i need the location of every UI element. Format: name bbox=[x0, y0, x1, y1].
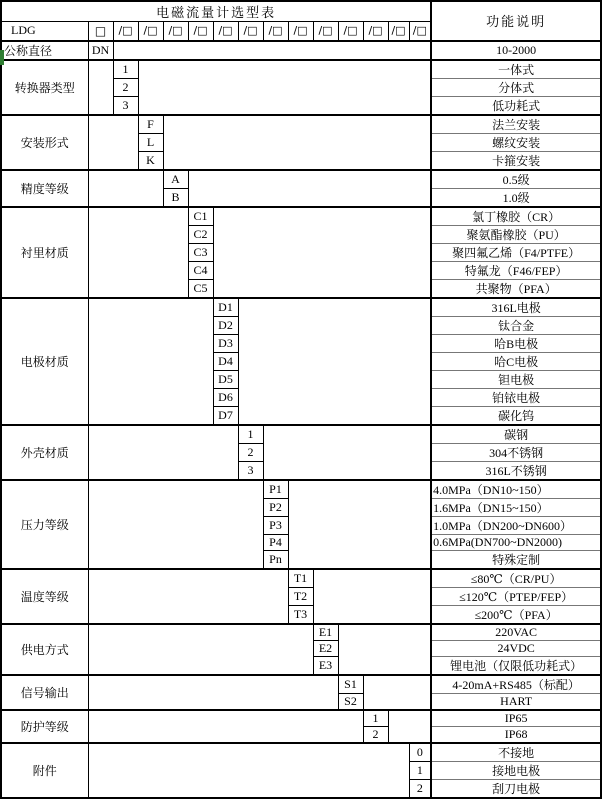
function-shell-material-2: 316L不锈钢 bbox=[431, 461, 601, 480]
spacer-before-power-supply bbox=[88, 624, 313, 675]
category-pressure-grade: 压力等级 bbox=[1, 480, 88, 569]
function-electrode-material-6: 碳化钨 bbox=[431, 406, 601, 425]
spacer-before-lining-material bbox=[88, 207, 188, 298]
category-electrode-material: 电极材质 bbox=[1, 298, 88, 425]
function-installation-form-2: 卡箍安装 bbox=[431, 151, 601, 170]
function-shell-material-0: 碳钢 bbox=[431, 425, 601, 444]
code-electrode-material-D3: D3 bbox=[213, 334, 238, 352]
spacer-after-power-supply bbox=[338, 624, 431, 675]
function-pressure-grade-2: 1.0MPa（DN200~DN600） bbox=[431, 516, 601, 534]
function-electrode-material-3: 哈C电极 bbox=[431, 352, 601, 370]
function-accessories-1: 接地电极 bbox=[431, 761, 601, 779]
function-electrode-material-1: 钛合金 bbox=[431, 316, 601, 334]
spacer-before-electrode-material bbox=[88, 298, 213, 425]
code-electrode-material-D1: D1 bbox=[213, 298, 238, 317]
spec-code-box-12: /□ bbox=[388, 22, 409, 41]
code-shell-material-3: 3 bbox=[238, 461, 263, 480]
spacer-before-accessories bbox=[88, 743, 409, 798]
code-accessories-2: 2 bbox=[409, 779, 431, 798]
function-column-header: 功能说明 bbox=[431, 1, 601, 41]
code-accuracy-grade-B: B bbox=[163, 188, 188, 207]
model-prefix-label: LDG bbox=[1, 22, 88, 41]
category-accessories: 附件 bbox=[1, 743, 88, 798]
function-converter-type-2: 低功耗式 bbox=[431, 96, 601, 115]
spec-code-box-1: /□ bbox=[113, 22, 138, 41]
code-pressure-grade-P3: P3 bbox=[263, 516, 288, 534]
code-temperature-grade-T1: T1 bbox=[288, 569, 313, 588]
function-lining-material-1: 聚氨酯橡胶（PU） bbox=[431, 225, 601, 243]
spacer-before-accuracy-grade bbox=[88, 170, 163, 207]
code-power-supply-E2: E2 bbox=[313, 640, 338, 656]
spec-code-box-9: /□ bbox=[313, 22, 338, 41]
code-accuracy-grade-A: A bbox=[163, 170, 188, 189]
spacer-after-electrode-material bbox=[238, 298, 431, 425]
code-pressure-grade-P4: P4 bbox=[263, 534, 288, 550]
code-pressure-grade-P1: P1 bbox=[263, 480, 288, 499]
function-electrode-material-2: 哈B电极 bbox=[431, 334, 601, 352]
spacer-after-accuracy-grade bbox=[188, 170, 431, 207]
category-power-supply: 供电方式 bbox=[1, 624, 88, 675]
category-converter-type: 转换器类型 bbox=[1, 60, 88, 115]
code-installation-form-K: K bbox=[138, 151, 163, 170]
function-accuracy-grade-1: 1.0级 bbox=[431, 188, 601, 207]
category-installation-form: 安装形式 bbox=[1, 115, 88, 170]
function-nominal-diameter-0: 10-2000 bbox=[431, 41, 601, 60]
function-accessories-0: 不接地 bbox=[431, 743, 601, 762]
spec-code-box-10: /□ bbox=[338, 22, 363, 41]
code-lining-material-C1: C1 bbox=[188, 207, 213, 226]
spec-code-box-8: /□ bbox=[288, 22, 313, 41]
spec-code-box-7: /□ bbox=[263, 22, 288, 41]
function-temperature-grade-2: ≤200℃（PFA） bbox=[431, 605, 601, 624]
function-converter-type-0: 一体式 bbox=[431, 60, 601, 79]
model-code-box: □ bbox=[88, 22, 113, 41]
code-nominal-diameter-DN: DN bbox=[88, 41, 113, 60]
code-signal-output-S1: S1 bbox=[338, 675, 363, 694]
function-installation-form-0: 法兰安装 bbox=[431, 115, 601, 134]
table-title: 电磁流量计选型表 bbox=[156, 5, 277, 20]
code-pressure-grade-Pn: Pn bbox=[263, 550, 288, 569]
code-protection-grade-2: 2 bbox=[363, 726, 388, 743]
function-power-supply-0: 220VAC bbox=[431, 624, 601, 641]
code-shell-material-2: 2 bbox=[238, 443, 263, 461]
function-lining-material-2: 聚四氟乙烯（F4/PTFE） bbox=[431, 243, 601, 261]
code-electrode-material-D5: D5 bbox=[213, 370, 238, 388]
function-lining-material-4: 共聚物（PFA） bbox=[431, 279, 601, 298]
spec-code-box-6: /□ bbox=[238, 22, 263, 41]
function-signal-output-1: HART bbox=[431, 693, 601, 710]
code-protection-grade-1: 1 bbox=[363, 710, 388, 727]
spec-code-box-3: /□ bbox=[163, 22, 188, 41]
function-signal-output-0: 4-20mA+RS485（标配） bbox=[431, 675, 601, 694]
function-pressure-grade-3: 0.6MPa(DN700~DN2000) bbox=[431, 534, 601, 550]
spacer-after-nominal-diameter bbox=[113, 41, 431, 60]
code-pressure-grade-P2: P2 bbox=[263, 498, 288, 516]
function-pressure-grade-4: 特殊定制 bbox=[431, 550, 601, 569]
spec-code-box-5: /□ bbox=[213, 22, 238, 41]
spacer-before-temperature-grade bbox=[88, 569, 288, 624]
code-electrode-material-D7: D7 bbox=[213, 406, 238, 425]
function-temperature-grade-1: ≤120℃（PTEP/FEP） bbox=[431, 587, 601, 605]
code-power-supply-E3: E3 bbox=[313, 656, 338, 675]
spacer-after-lining-material bbox=[213, 207, 431, 298]
category-signal-output: 信号输出 bbox=[1, 675, 88, 710]
function-electrode-material-0: 316L电极 bbox=[431, 298, 601, 317]
spacer-after-signal-output bbox=[363, 675, 431, 710]
spacer-after-installation-form bbox=[163, 115, 431, 170]
function-accuracy-grade-0: 0.5级 bbox=[431, 170, 601, 189]
code-power-supply-E1: E1 bbox=[313, 624, 338, 641]
spacer-after-shell-material bbox=[263, 425, 431, 480]
function-converter-type-1: 分体式 bbox=[431, 78, 601, 96]
code-lining-material-C5: C5 bbox=[188, 279, 213, 298]
code-electrode-material-D6: D6 bbox=[213, 388, 238, 406]
code-accessories-1: 1 bbox=[409, 761, 431, 779]
spacer-after-pressure-grade bbox=[288, 480, 431, 569]
code-electrode-material-D2: D2 bbox=[213, 316, 238, 334]
code-temperature-grade-T2: T2 bbox=[288, 587, 313, 605]
function-lining-material-0: 氯丁橡胶（CR） bbox=[431, 207, 601, 226]
function-pressure-grade-1: 1.6MPa（DN15~150） bbox=[431, 498, 601, 516]
spacer-after-temperature-grade bbox=[313, 569, 431, 624]
function-electrode-material-4: 钽电极 bbox=[431, 370, 601, 388]
code-converter-type-3: 3 bbox=[113, 96, 138, 115]
spacer-before-protection-grade bbox=[88, 710, 363, 743]
function-accessories-2: 刮刀电极 bbox=[431, 779, 601, 798]
code-installation-form-F: F bbox=[138, 115, 163, 134]
code-installation-form-L: L bbox=[138, 133, 163, 151]
function-installation-form-1: 螺纹安装 bbox=[431, 133, 601, 151]
spec-code-box-13: /□ bbox=[409, 22, 431, 41]
spec-code-box-11: /□ bbox=[363, 22, 388, 41]
spacer-before-installation-form bbox=[88, 115, 138, 170]
function-lining-material-3: 特氟龙（F46/FEP） bbox=[431, 261, 601, 279]
code-signal-output-S2: S2 bbox=[338, 693, 363, 710]
spec-code-box-4: /□ bbox=[188, 22, 213, 41]
function-protection-grade-1: IP68 bbox=[431, 726, 601, 743]
function-temperature-grade-0: ≤80℃（CR/PU） bbox=[431, 569, 601, 588]
code-lining-material-C3: C3 bbox=[188, 243, 213, 261]
code-converter-type-2: 2 bbox=[113, 78, 138, 96]
code-electrode-material-D4: D4 bbox=[213, 352, 238, 370]
spacer-after-converter-type bbox=[138, 60, 431, 115]
function-shell-material-1: 304不锈钢 bbox=[431, 443, 601, 461]
function-power-supply-2: 锂电池（仅限低功耗式） bbox=[431, 656, 601, 675]
category-lining-material: 衬里材质 bbox=[1, 207, 88, 298]
spacer-after-protection-grade bbox=[388, 710, 431, 743]
code-temperature-grade-T3: T3 bbox=[288, 605, 313, 624]
green-marker-artifact bbox=[0, 50, 4, 65]
category-shell-material: 外壳材质 bbox=[1, 425, 88, 480]
function-protection-grade-0: IP65 bbox=[431, 710, 601, 727]
category-protection-grade: 防护等级 bbox=[1, 710, 88, 743]
code-converter-type-1: 1 bbox=[113, 60, 138, 79]
category-temperature-grade: 温度等级 bbox=[1, 569, 88, 624]
code-shell-material-1: 1 bbox=[238, 425, 263, 444]
function-power-supply-1: 24VDC bbox=[431, 640, 601, 656]
code-lining-material-C4: C4 bbox=[188, 261, 213, 279]
function-pressure-grade-0: 4.0MPa（DN10~150） bbox=[431, 480, 601, 499]
category-nominal-diameter: 公称直径 bbox=[1, 41, 88, 60]
spec-code-box-2: /□ bbox=[138, 22, 163, 41]
code-accessories-0: 0 bbox=[409, 743, 431, 762]
category-accuracy-grade: 精度等级 bbox=[1, 170, 88, 207]
spacer-before-converter-type bbox=[88, 60, 113, 115]
function-electrode-material-5: 铂铱电极 bbox=[431, 388, 601, 406]
spacer-before-signal-output bbox=[88, 675, 338, 710]
spacer-before-shell-material bbox=[88, 425, 238, 480]
code-lining-material-C2: C2 bbox=[188, 225, 213, 243]
spacer-before-pressure-grade bbox=[88, 480, 263, 569]
